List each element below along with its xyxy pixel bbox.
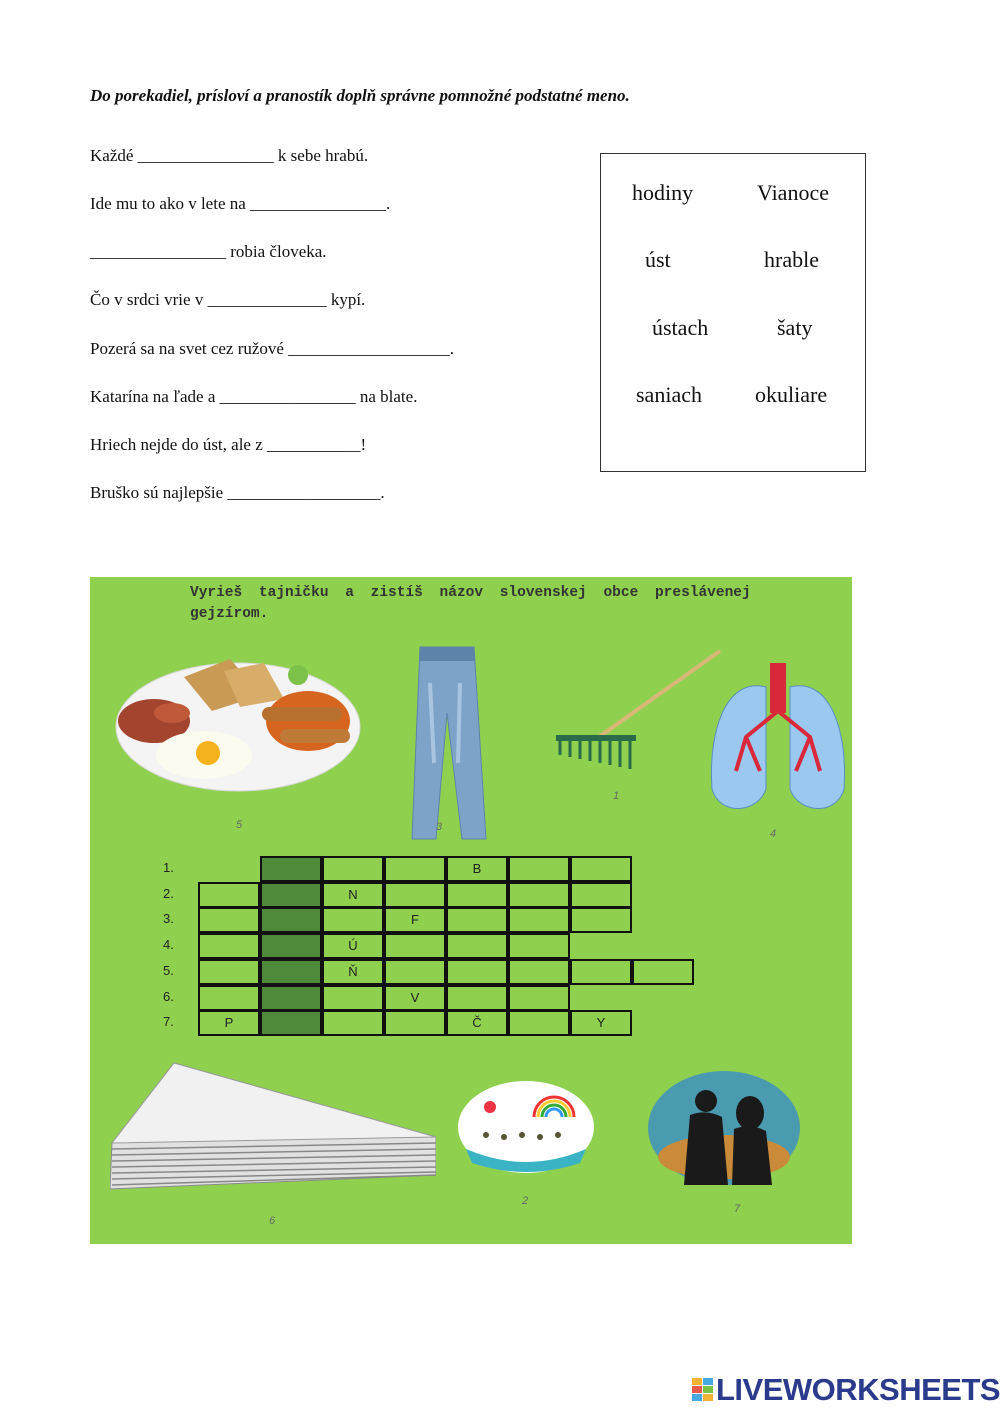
crossword-cell[interactable] <box>384 856 446 882</box>
crossword-cell[interactable] <box>198 882 260 908</box>
word-bank-item: saniach <box>636 382 702 407</box>
crossword-cell[interactable]: B <box>446 856 508 882</box>
word-bank-item: okuliare <box>755 382 828 407</box>
picture-number: 2 <box>522 1195 529 1207</box>
crossword-cell[interactable] <box>508 907 570 933</box>
sentence-3: ________________ robia človeka. <box>90 242 327 261</box>
rake-image <box>552 647 728 773</box>
picture-number: 4 <box>770 828 777 840</box>
newspapers-image <box>110 1059 436 1203</box>
sentence-5: Pozerá sa na svet cez ružové ___________________. <box>90 339 454 358</box>
secret-cell[interactable] <box>260 882 322 908</box>
puzzle-title: Vyrieš tajničku a zistíš názov slovenskej obce preslávenej gejzírom. <box>190 585 751 622</box>
sentence-6: Katarína na ľade a ________________ na blate. <box>90 387 418 406</box>
row-number: 7. <box>163 1014 174 1029</box>
crossword-cell[interactable] <box>508 985 570 1011</box>
crossword-cell[interactable] <box>322 985 384 1011</box>
word-bank-item: hrable <box>764 247 819 272</box>
picture-number: 3 <box>436 821 443 833</box>
row-number: 3. <box>163 911 174 926</box>
crossword-cell[interactable] <box>446 933 508 959</box>
crossword-cell[interactable] <box>384 933 446 959</box>
row-number: 6. <box>163 989 174 1004</box>
secret-cell[interactable] <box>260 856 322 882</box>
logo-text: LIVEWORKSHEETS <box>716 1372 1000 1407</box>
secret-cell[interactable] <box>260 1010 322 1036</box>
picture-number: 5 <box>236 819 243 831</box>
secret-cell[interactable] <box>260 933 322 959</box>
word-bank-item: šaty <box>777 315 813 340</box>
crossword-cell[interactable] <box>446 882 508 908</box>
crossword-cell[interactable] <box>198 933 260 959</box>
word-bank <box>600 153 866 472</box>
row-number: 5. <box>163 963 174 978</box>
logo-icon <box>692 1378 714 1402</box>
crossword-cell[interactable] <box>508 959 570 985</box>
crossword-cell[interactable]: V <box>384 985 446 1011</box>
crossword-cell[interactable] <box>570 882 632 908</box>
sentence-8: Bruško sú najlepšie __________________. <box>90 483 385 502</box>
crossword-cell[interactable] <box>632 959 694 985</box>
crossword-cell[interactable] <box>384 882 446 908</box>
couple-image <box>646 1069 802 1187</box>
word-bank-item: Vianoce <box>757 180 829 205</box>
sentence-4: Čo v srdci vrie v ______________ kypí. <box>90 290 366 309</box>
crossword-cell[interactable] <box>570 907 632 933</box>
crossword-cell[interactable] <box>570 856 632 882</box>
jeans-image <box>390 643 502 843</box>
secret-cell[interactable] <box>260 907 322 933</box>
crossword-cell[interactable] <box>198 959 260 985</box>
lungs-image <box>704 661 852 817</box>
crossword-cell[interactable]: Ň <box>322 959 384 985</box>
crossword-cell[interactable]: F <box>384 907 446 933</box>
crossword-cell[interactable] <box>384 959 446 985</box>
crossword-cell[interactable] <box>508 933 570 959</box>
crossword-cell[interactable] <box>322 856 384 882</box>
crossword-cell[interactable]: Ú <box>322 933 384 959</box>
crossword-cell[interactable] <box>322 1010 384 1036</box>
crossword-cell[interactable] <box>508 856 570 882</box>
crossword-cell[interactable] <box>198 907 260 933</box>
crossword-cell[interactable] <box>570 959 632 985</box>
word-bank-item: hodiny <box>632 180 694 205</box>
crossword-cell[interactable] <box>198 985 260 1011</box>
crossword-cell[interactable] <box>446 985 508 1011</box>
crossword-cell[interactable] <box>446 907 508 933</box>
crossword-cell[interactable] <box>508 882 570 908</box>
sentence-2: Ide mu to ako v lete na ________________. <box>90 194 391 213</box>
breakfast-plate-image <box>112 655 364 795</box>
picture-number: 1 <box>613 790 620 802</box>
secret-cell[interactable] <box>260 959 322 985</box>
crossword-cell[interactable]: P <box>198 1010 260 1036</box>
crossword-cell[interactable]: N <box>322 882 384 908</box>
row-number: 1. <box>163 860 174 875</box>
row-number: 4. <box>163 937 174 952</box>
crossword-panel <box>90 577 852 1244</box>
sentence-1: Každé ________________ k sebe hrabú. <box>90 146 369 165</box>
word-bank-item: ústach <box>652 315 709 340</box>
cake-image <box>456 1079 596 1175</box>
crossword-cell[interactable] <box>322 907 384 933</box>
instruction: Do porekadiel, prísloví a pranostík doplň správne pomnožné podstatné meno. <box>90 86 630 105</box>
row-number: 2. <box>163 886 174 901</box>
picture-number: 7 <box>734 1203 741 1215</box>
crossword-cell[interactable]: Y <box>570 1010 632 1036</box>
liveworksheets-logo[interactable] <box>692 1372 1000 1408</box>
crossword-cell[interactable] <box>446 959 508 985</box>
crossword-cell[interactable]: Č <box>446 1010 508 1036</box>
crossword-cell[interactable] <box>384 1010 446 1036</box>
sentence-7: Hriech nejde do úst, ale z ___________! <box>90 435 367 454</box>
word-bank-item: úst <box>645 247 671 272</box>
secret-cell[interactable] <box>260 985 322 1011</box>
picture-number: 6 <box>269 1215 276 1227</box>
crossword-cell[interactable] <box>508 1010 570 1036</box>
